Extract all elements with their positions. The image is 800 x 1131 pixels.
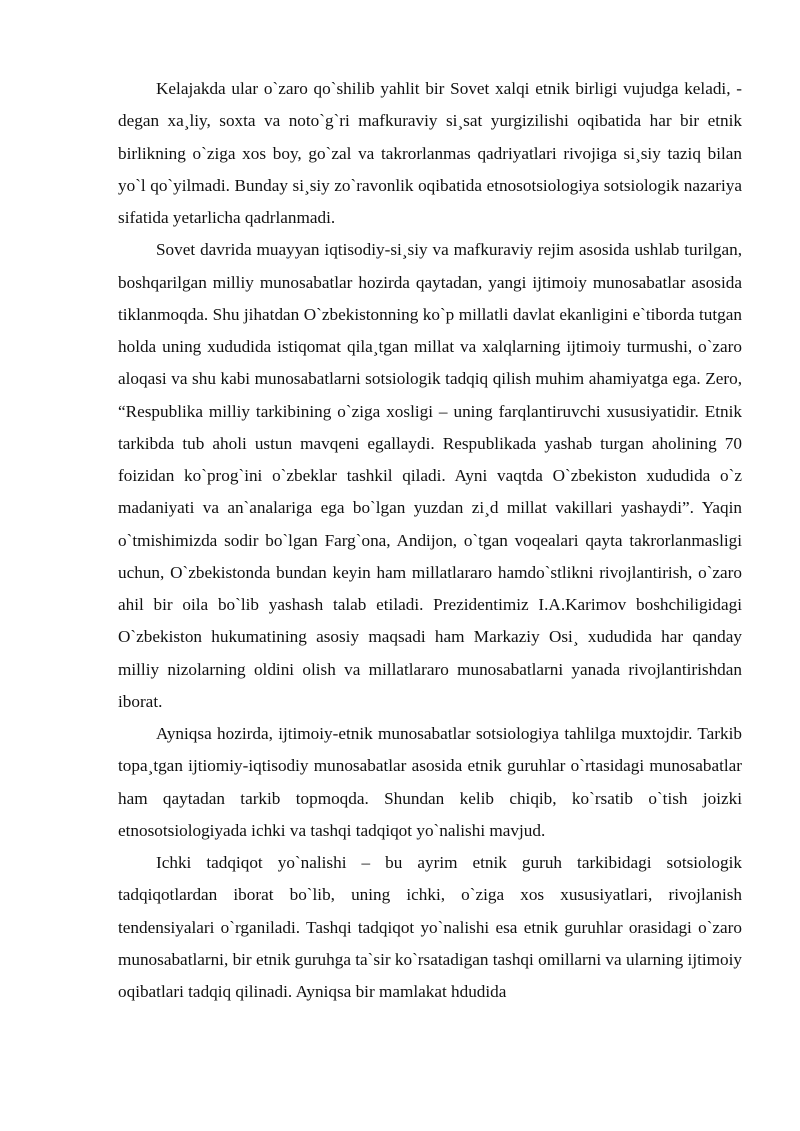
paragraph-2: Sovet davrida muayyan iqtisodiy-si¸siy va mafkuraviy rejim asosida ushlab turilgan, boshqarilgan milliy munosabatlar hozirda qaytadan, yangi ijtimoiy munosabatlar asosida tiklanmoqda. Shu jihatdan O`zbekistonning ko`p millatli davlat ekanligini e`tiborda tutgan holda uning xududida istiqomat qila¸tgan millat va xalqlarning ijtimoiy turmushi, o`zaro aloqasi va shu kabi munosabatlarni sotsiologik tadqiq qilish muhim ahamiyatga ega. Zero, “Respublika milliy tarkibining o`ziga xosligi – uning farqlantiruvchi xususiyatidir. Etnik tarkibda tub aholi ustun mavqeni egallaydi. Respublikada yashab turgan aholining 70 foizidan ko`prog`ini o`zbeklar tashkil qiladi. Ayni vaqtda O`zbekiston xududida o`z madaniyati va an`analariga ega bo`lgan yuzdan zi¸d millat vakillari yashaydi”. Yaqin o`tmishimizda sodir bo`lgan Farg`ona, Andijon, o`tgan voqealari qayta takrorlanmasligi uchun, O`zbekistonda bundan keyin ham millatlararo hamdo`stlikni rivojlantirish, o`zaro ahil bir oila bo`lib yashash talab etiladi. Prezidentimiz I.A.Karimov boshchiligidagi O`zbekiston hukumatining asosiy maqsadi ham Markaziy Osi¸ xududida har qanday milliy nizolarning oldini olish va millatlararo munosabatlarni yanada rivojlantirishdan iborat.	[118, 240, 742, 711]
document-page	[118, 73, 742, 1008]
paragraph-4: Ichki tadqiqot yo`nalishi – bu ayrim etnik guruh tarkibidagi sotsiologik tadqiqotlardan iborat bo`lib, uning ichki, o`ziga xos xususiyatlari, rivojlanish tendensiyalari o`rganiladi. Tashqi tadqiqot yo`nalishi esa etnik guruhlar orasidagi o`zaro munosabatlarni, bir etnik guruhga ta`sir ko`rsatadigan tashqi omillarni va ularning ijtimoiy oqibatlari tadqiq qilinadi. Ayniqsa bir mamlakat hdudida	[118, 853, 742, 1001]
paragraph-1: Kelajakda ular o`zaro qo`shilib yahlit bir Sovet xalqi etnik birligi vujudga keladi, - degan xa¸liy, soxta va noto`g`ri mafkuraviy si¸sat yurgizilishi oqibatida har bir etnik birlikning o`ziga xos boy, go`zal va takrorlanmas qadriyatlari rivojiga si¸siy taziq bilan yo`l qo`yilmadi. Bunday si¸siy zo`ravonlik oqibatida etnosotsiologiya sotsiologik nazariya sifatida yetarlicha qadrlanmadi.	[118, 79, 742, 227]
paragraph-3: Ayniqsa hozirda, ijtimoiy-etnik munosabatlar sotsiologiya tahlilga muxtojdir. Tarkib topa¸tgan ijtiomiy-iqtisodiy munosabatlar asosida etnik guruhlar o`rtasidagi munosabatlar ham qaytadan tarkib topmoqda. Shundan kelib chiqib, ko`rsatib o`tish joizki etnosotsiologiyada ichki va tashqi tadqiqot yo`nalishi mavjud.	[118, 724, 742, 840]
